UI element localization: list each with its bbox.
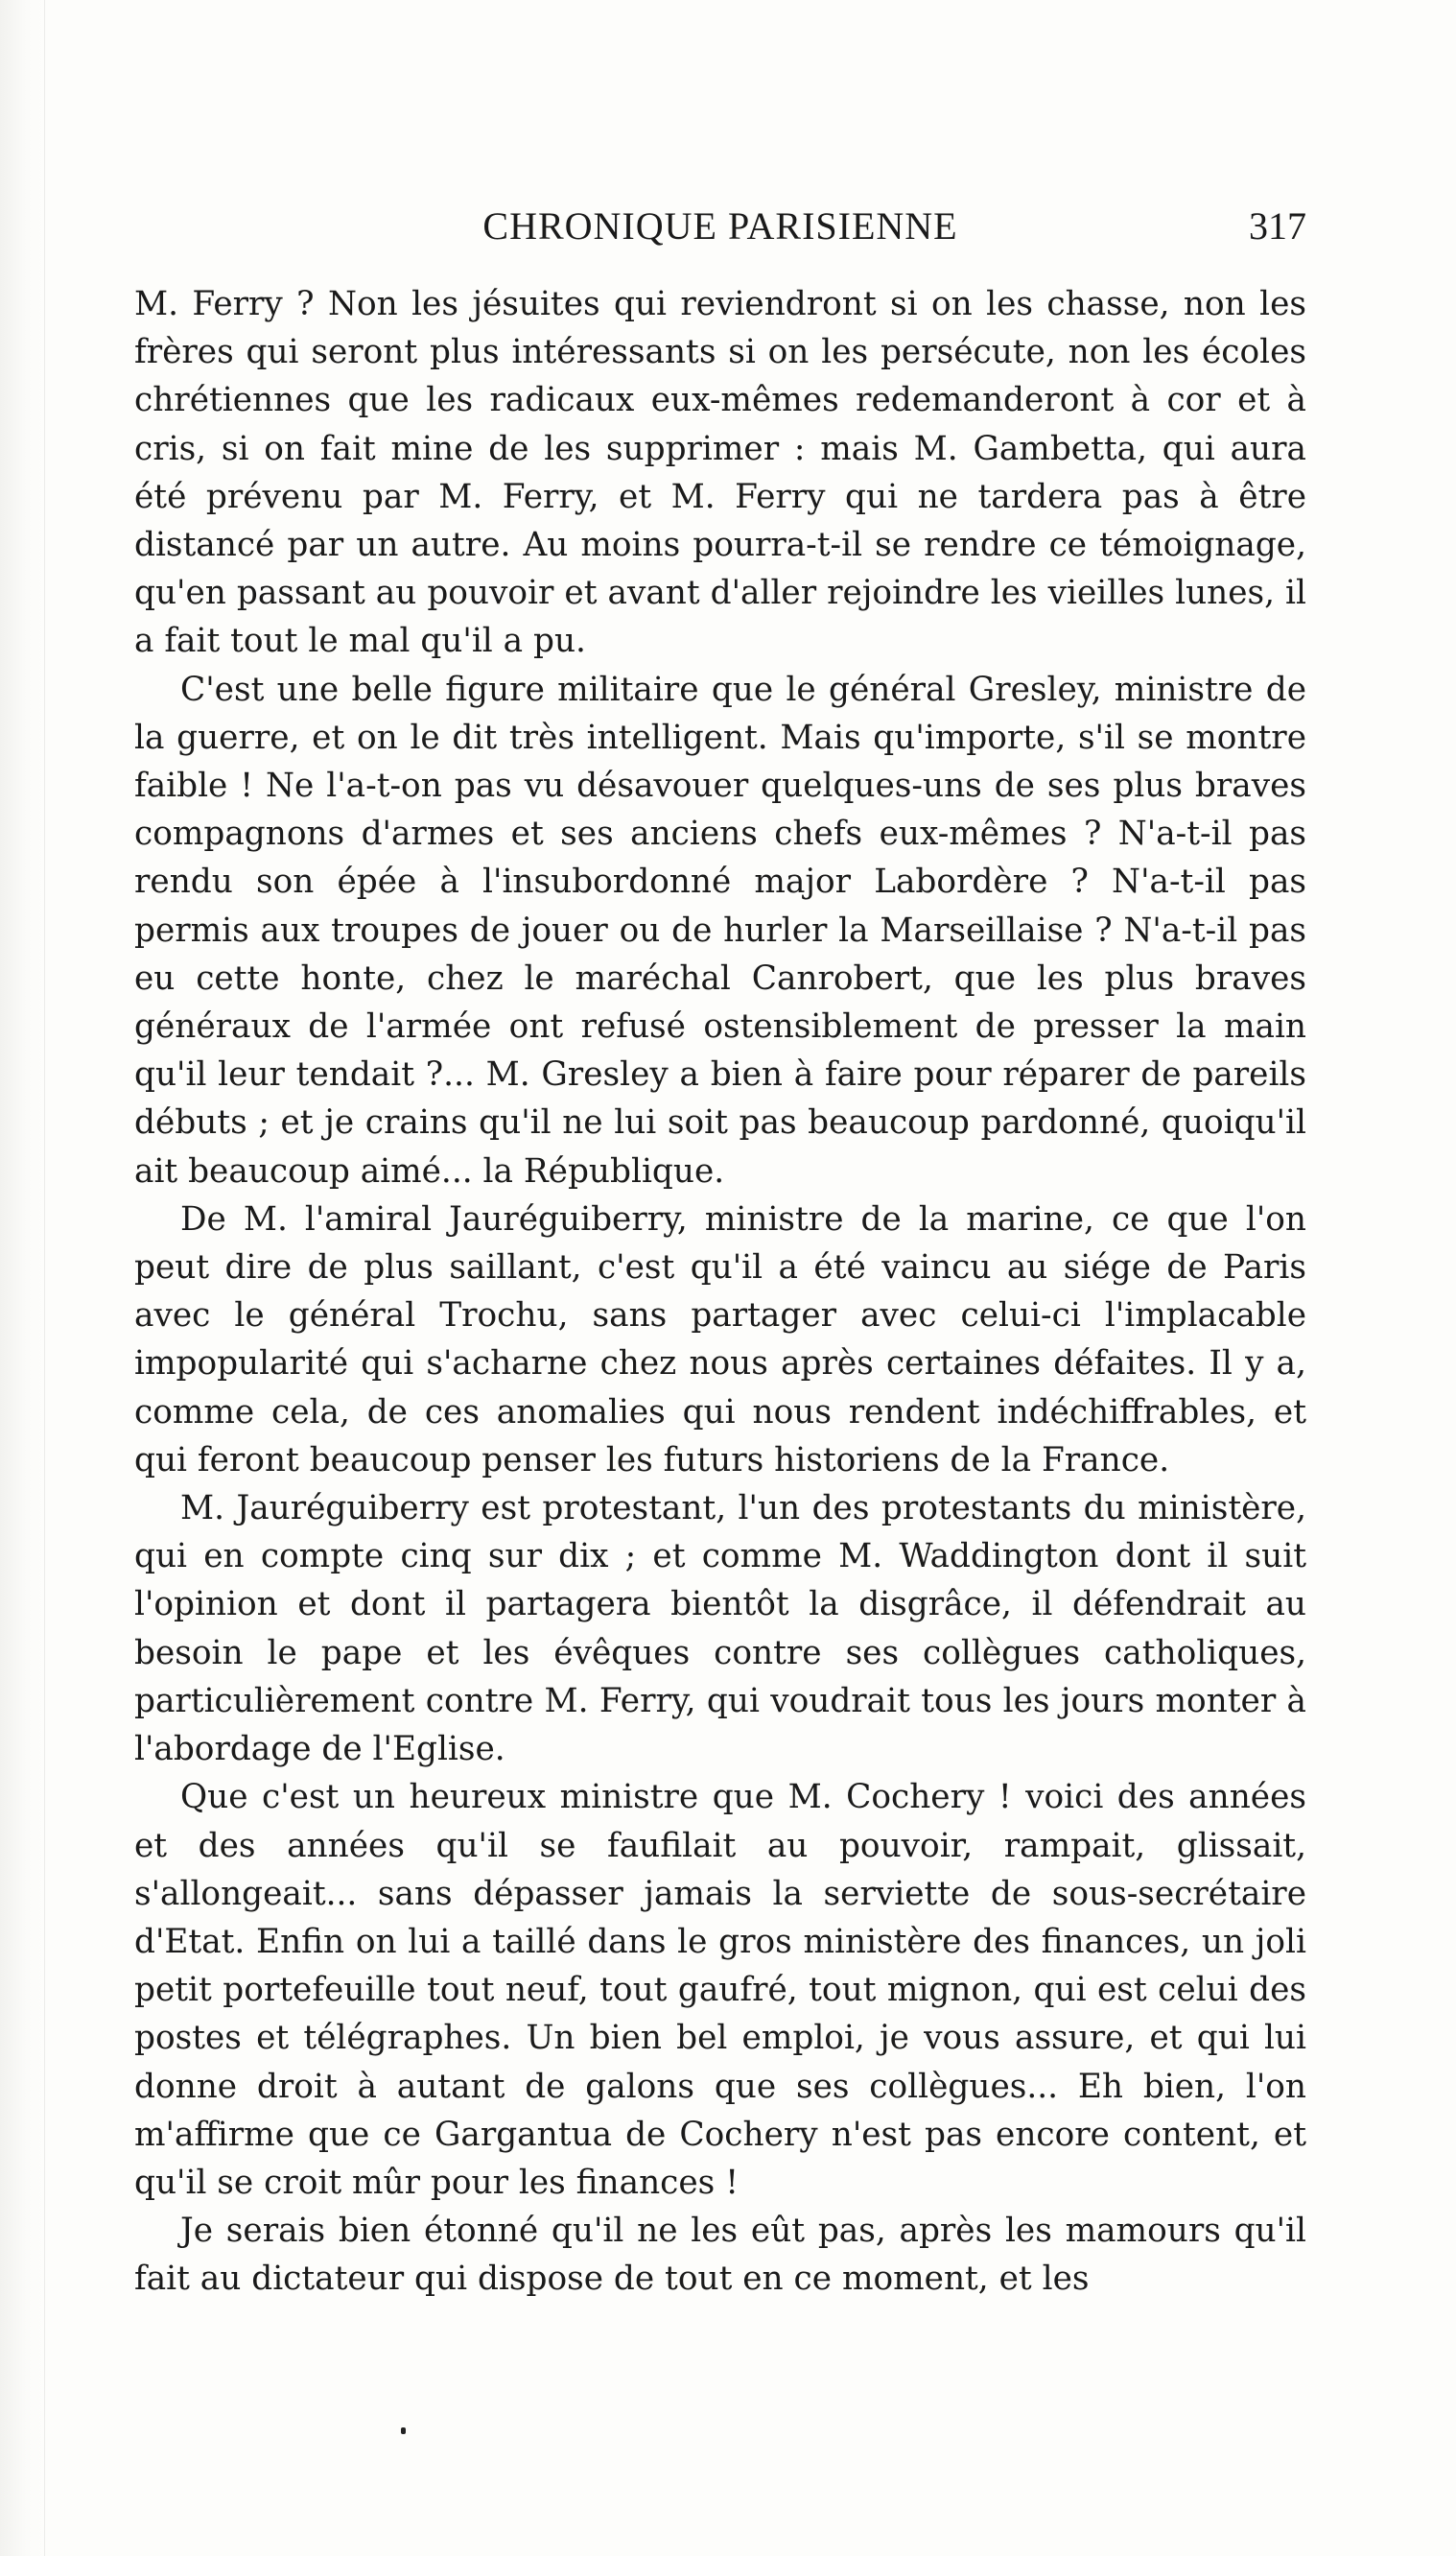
print-speck	[401, 2427, 406, 2434]
page-header	[134, 201, 1306, 251]
paragraph-4: M. Jauréguiberry est protestant, l'un des protestants du ministère, qui en compte cinq sur dix ; et comme M. Waddington dont il suit l'opinion et dont il partagera bientôt la disgrâce, il défendrait au besoin le pape et les évêques contre ses collègues catholiques, particulièrement contre M. Ferry, qui voudrait tous les jours monter à l'abordage de l'Eglise.	[134, 1489, 1306, 1769]
body-text	[134, 280, 1306, 2304]
page-binding-edge	[0, 0, 45, 2556]
running-title: CHRONIQUE PARISIENNE	[482, 204, 958, 248]
page-number: 317	[1249, 204, 1306, 248]
paragraph-6: Je serais bien étonné qu'il ne les eût pas, après les mamours qu'il fait au dictateur qui dispose de tout en ce moment, et les	[134, 2212, 1306, 2299]
paragraph-5: Que c'est un heureux ministre que M. Cochery ! voici des années et des années qu'il se faufilait au pouvoir, rampait, glissait, s'allongeait... sans dépasser jamais la serviette de sous-secrétaire d'Etat. Enfin on lui a taillé dans le gros ministère des finances, un joli petit portefeuille tout neuf, tout gaufré, tout mignon, qui est celui des postes et télégraphes. Un bien bel emploi, je vous assure, et qui lui donne droit à autant de galons que ses collègues... Eh bien, l'on m'affirme que ce Gargantua de Cochery n'est pas encore content, et qu'il se croit mûr pour les finances !	[134, 1778, 1306, 2202]
paragraph-1: M. Ferry ? Non les jésuites qui reviendront si on les chasse, non les frères qui seront plus intéressants si on les persécute, non les écoles chrétiennes que les radicaux eux-mêmes redemanderont à cor et à cris, si on fait mine de les supprimer : mais M. Gambetta, qui aura été prévenu par M. Ferry, et M. Ferry qui ne tardera pas à être distancé par un autre. Au moins pourra-t-il se rendre ce témoignage, qu'en passant au pouvoir et avant d'aller rejoindre les vieilles lunes, il a fait tout le mal qu'il a pu.	[134, 285, 1306, 661]
paragraph-3: De M. l'amiral Jauréguiberry, ministre de la marine, ce que l'on peut dire de plus saillant, c'est qu'il a été vaincu au siége de Paris avec le général Trochu, sans partager avec celui-ci l'implacable impopularité qui s'acharne chez nous après certaines défaites. Il y a, comme cela, de ces anomalies qui nous rendent indéchiffrables, et qui feront beaucoup penser les futurs historiens de la France.	[134, 1199, 1306, 1479]
paragraph-2: C'est une belle figure militaire que le général Gresley, ministre de la guerre, et on le dit très intelligent. Mais qu'importe, s'il se montre faible ! Ne l'a-t-on pas vu désavouer quelques-uns de ses plus braves compagnons d'armes et ses anciens chefs eux-mêmes ? N'a-t-il pas rendu son épée à l'insubordonné major Labordère ? N'a-t-il pas permis aux troupes de jouer ou de hurler la Marseillaise ? N'a-t-il pas eu cette honte, chez le maréchal Canrobert, que les plus braves généraux de l'armée ont refusé ostensiblement de presser la main qu'il leur tendait ?... M. Gresley a bien à faire pour réparer de pareils débuts ; et je crains qu'il ne lui soit pas beaucoup pardonné, quoiqu'il ait beaucoup aimé... la République.	[134, 670, 1306, 1191]
